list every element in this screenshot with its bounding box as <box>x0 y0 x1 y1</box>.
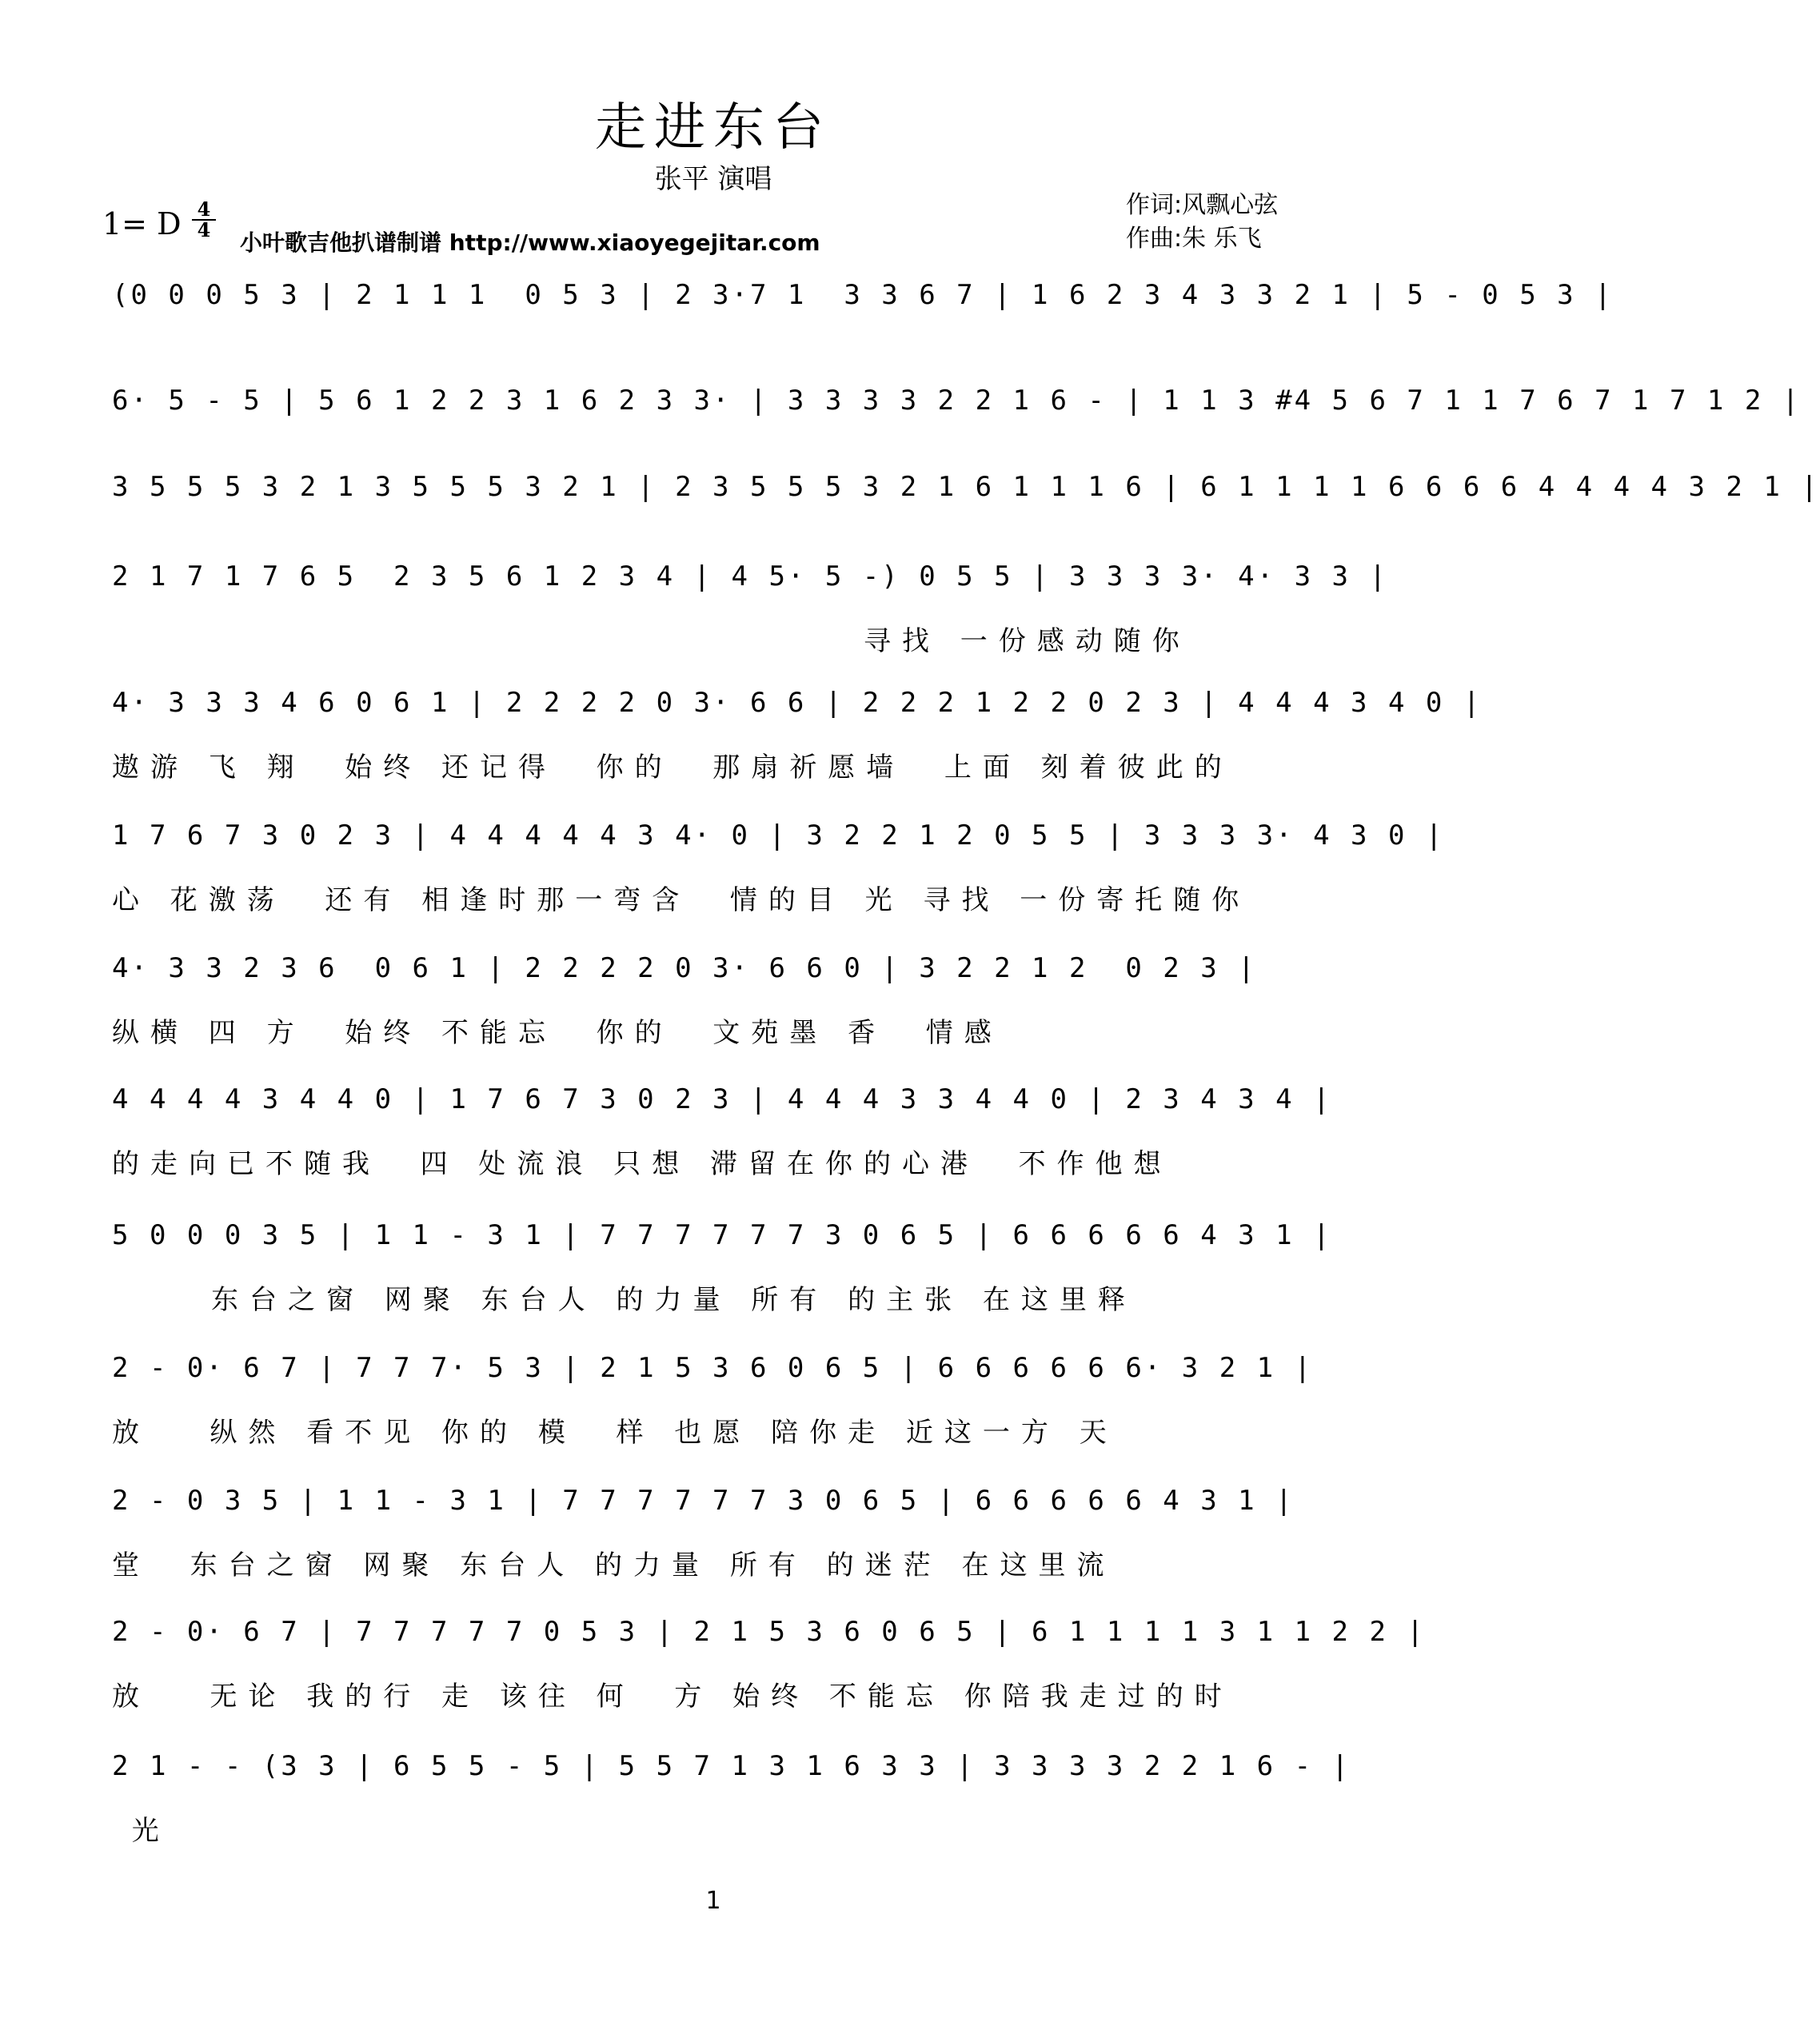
lyric-line: 堂 东台之窗 网聚 东台人 的力量 所有 的迷茫 在这里流 <box>112 1549 1116 1581</box>
notation-line: 2 - 0 3 5 | 1 1 - 3 1 | 7 7 7 7 7 7 3 0 6 5 | 6 6 6 6 6 4 3 1 | <box>112 1485 1295 1517</box>
score-system <box>112 1075 1335 1180</box>
lyric-line: 寻找 一份感动随你 <box>864 625 1191 657</box>
singer-line: 张平 演唱 <box>654 163 772 195</box>
key-signature: 1= D <box>102 206 182 241</box>
time-top: 4 <box>197 197 211 221</box>
lyric-line: 心 花激荡 还有 相逢时那一弯含 情的目 光 寻找 一份寄托随你 <box>112 884 1251 916</box>
notation-line: 4· 3 3 3 4 6 0 6 1 | 2 2 2 2 0 3· 6 6 | 2 2 2 1 2 2 0 2 3 | 4 4 4 3 4 0 | <box>112 687 1483 719</box>
notation-line: 2 - 0· 6 7 | 7 7 7· 5 3 | 2 1 5 3 6 0 6 5 | 6 6 6 6 6 6· 3 2 1 | <box>112 1352 1314 1384</box>
author-credits <box>1126 189 1278 256</box>
score-system <box>112 1210 1335 1316</box>
notation-line: 5 0 0 0 3 5 | 1 1 - 3 1 | 7 7 7 7 7 7 3 0 6 5 | 6 6 6 6 6 4 3 1 | <box>112 1219 1332 1251</box>
song-title: 走进东台 <box>595 98 832 158</box>
lyric-line: 遨游 飞 翔 始终 还记得 你的 那扇祈愿墙 上面 刻着彼此的 <box>112 752 1233 784</box>
lyric-line: 放 无论 我的行 走 该往 何 方 始终 不能忘 你陪我走过的时 <box>112 1681 1233 1713</box>
notation-line: 2 1 - - (3 3 | 6 5 5 - 5 | 5 5 7 1 3 1 6 3 3 | 3 3 3 3 2 2 1 6 - | <box>112 1750 1351 1782</box>
score-system <box>112 1741 1351 1847</box>
time-bottom: 4 <box>192 219 216 240</box>
notation-line: 3 5 5 5 3 2 1 3 5 5 5 3 2 1 | 2 3 5 5 5 3 2 1 6 1 1 1 6 | 6 1 1 1 1 6 6 6 6 4 4 4 4 3 2 1 | <box>112 471 1820 503</box>
page-number: 1 <box>705 1887 721 1915</box>
lyric-line: 的走向已不随我 四 处流浪 只想 滞留在你的心港 不作他想 <box>112 1148 1172 1180</box>
score-system <box>112 376 1802 425</box>
notation-line: 6· 5 - 5 | 5 6 1 2 2 3 1 6 2 3 3· | 3 3 3 3 2 2 1 6 - | 1 1 3 #4 5 6 7 1 1 7 6 7 1 7 1 2 | <box>112 385 1802 417</box>
notation-line: 1 7 6 7 3 0 2 3 | 4 4 4 4 4 3 4· 0 | 3 2 2 1 2 0 5 5 | 3 3 3 3· 4 3 0 | <box>112 820 1445 851</box>
score-system <box>112 1343 1335 1449</box>
notation-line: 4 4 4 4 3 4 4 0 | 1 7 6 7 3 0 2 3 | 4 4 4 3 3 4 4 0 | 2 3 4 3 4 | <box>112 1083 1332 1115</box>
composer: 作曲:朱 乐飞 <box>1126 225 1262 253</box>
time-signature <box>192 197 216 241</box>
score-system <box>112 811 1445 916</box>
notation-line: 2 1 7 1 7 6 5 2 3 5 6 1 2 3 4 | 4 5· 5 -) 0 5 5 | 3 3 3 3· 4· 3 3 | <box>112 560 1388 592</box>
score-system <box>112 462 1820 512</box>
score-system <box>112 1607 1426 1713</box>
lyric-line: 放 纵然 看不见 你的 模 样 也愿 陪你走 近这一方 天 <box>112 1417 1118 1449</box>
score-system <box>112 943 1335 1049</box>
lyric-line: 纵横 四 方 始终 不能忘 你的 文苑墨 香 情感 <box>112 1017 1003 1049</box>
score-system <box>112 678 1483 784</box>
notation-line: 4· 3 3 2 3 6 0 6 1 | 2 2 2 2 0 3· 6 6 0 | 3 2 2 1 2 0 2 3 | <box>112 952 1257 984</box>
score-system <box>112 270 1614 320</box>
lyricist: 作词:风飘心弦 <box>1126 191 1279 219</box>
score-system <box>112 552 1388 657</box>
lyric-line: 东台之窗 网聚 东台人 的力量 所有 的主张 在这里释 <box>112 1284 1136 1316</box>
score-system <box>112 1476 1335 1581</box>
notation-line: 2 - 0· 6 7 | 7 7 7 7 7 0 5 3 | 2 1 5 3 6 0 6 5 | 6 1 1 1 1 3 1 1 2 2 | <box>112 1616 1426 1648</box>
lyric-line: 光 <box>112 1815 170 1847</box>
transcriber-credit: 小叶歌吉他扒谱制谱 http://www.xiaoyegejitar.com <box>240 229 820 256</box>
notation-line: (0 0 0 5 3 | 2 1 1 1 0 5 3 | 2 3·7 1 3 3 6 7 | 1 6 2 3 4 3 3 2 1 | 5 - 0 5 3 | <box>112 279 1614 311</box>
